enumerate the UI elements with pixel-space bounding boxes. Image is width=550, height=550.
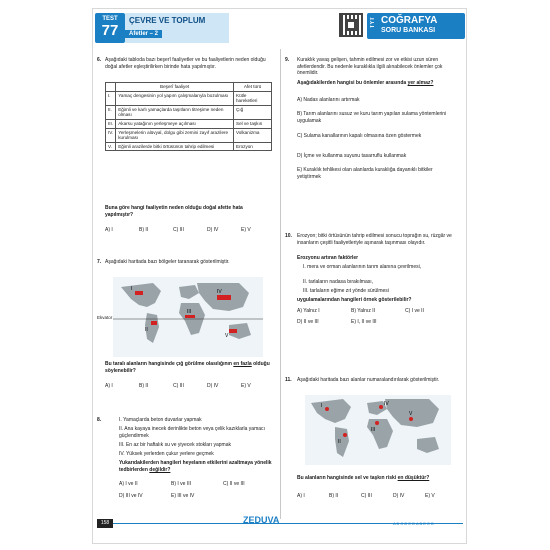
q8-option-c[interactable]: C) II ve III [223,481,245,487]
table-row [106,128,272,142]
q7-equator-label: Ekvator [97,315,113,320]
q10-option-b[interactable]: B) Yalnız II [351,308,375,314]
q11-label-v: V [409,411,413,417]
q8-item-2: II. Ana kayaya inecek derinlikte beton veya çelik kazıklarla yamacı güçlendirmek [119,426,265,439]
q6-option-a[interactable]: A) I [105,227,113,233]
q8-question-emphasis: değildir? [149,466,171,473]
q11-marker-ii [343,433,347,437]
q7-number: 7. [97,259,102,265]
row-number: I. [106,91,116,105]
row-activity: Eğimli ve karlı yamaçlarda taşıtların titreşime neden olması [116,105,234,119]
q11-question-emphasis: en düşüktür? [397,475,430,481]
q11-marker-iv [379,405,383,409]
q7-region-ii [151,321,157,325]
publisher-logo: ZEDUVA [243,515,280,525]
q11-marker-iii [375,421,379,425]
q7-region-i [135,291,143,295]
row-number: IV. [106,128,116,142]
table-row [106,105,272,119]
topic-subtitle: Afetler – 2 [125,30,162,38]
row-disaster: Volkanizma [234,128,272,142]
q10-item-1: I. mera ve orman alanlarının tarım alanına çevrilmesi, [303,264,422,270]
row-activity: Eğimli arazilerde bitki örtüsünün tahrip edilmesi [116,142,234,151]
q9-option-c[interactable]: C) Sulama kanallarının kapalı olmasına özen göstermek [297,133,422,139]
q9-stem: Kuraklık yavaş gelişen, tahmin edilmesi zor ve etkisi uzun süren afetlerdendir. Bu nedenle kuraklıkla ilgili alınabilecek önlemler çok önemlidir. [297,57,443,77]
q11-option-b[interactable]: B) II [329,493,339,499]
q6-option-b[interactable]: B) II [139,227,149,233]
q6-option-e[interactable]: E) V [241,227,251,233]
q10-subheading: Erozyonu artıran faktörler [297,255,359,261]
q11-option-d[interactable]: D) IV [393,493,405,499]
q11-number: 11. [285,377,292,383]
q7-region-iv [217,295,231,300]
q6-question: Buna göre hangi faaliyetin neden olduğu doğal afette hata yapılmıştır? [105,205,243,218]
q7-option-e[interactable]: E) V [241,383,251,389]
left-column [93,57,280,517]
q7-label-iv: IV [217,289,222,295]
q11-question [297,475,457,482]
brand-line-1: COĞRAFYA [381,15,438,26]
brand-banner [367,13,465,39]
q10-item-2: II. tarlaların nadasa bırakılması, [303,279,374,285]
q8-option-b[interactable]: B) I ve III [171,481,192,487]
q7-question-emphasis: en fazla [233,361,252,367]
q7-label-ii: II [145,327,148,333]
q7-option-c[interactable]: C) III [173,383,184,389]
q11-stem: Aşağıdaki haritada bazı alanlar numaralandırılarak gösterilmiştir. [297,377,440,383]
q11-option-a[interactable]: A) I [297,493,305,499]
row-disaster: Çığ [234,105,272,119]
q9-number: 9. [285,57,290,63]
q11-option-e[interactable]: E) V [425,493,435,499]
map-europe [179,285,199,299]
row-number: V. [106,142,116,151]
q9-option-d[interactable]: D) İçme ve kullanma suyunu tasarruflu kullanmak [297,153,407,159]
topic-box [125,13,229,43]
q7-region-v [229,329,237,333]
q10-number: 10. [285,233,292,239]
q6-number: 6. [97,57,102,63]
row-disaster: Kütle hareketleri [234,91,272,105]
q11-label-iii: III [371,427,376,433]
q8-item-3: III. En az bir haftalık su ve yiyecek stokları yapmak [119,442,231,448]
map-north-america [311,399,351,423]
row-activity: Yamaç dengesinin yol yapım çalışmalarıyla bozulması [116,91,234,105]
test-badge [95,13,125,43]
test-number: 77 [101,22,119,39]
q10-option-a[interactable]: A) Yalnız I [297,308,320,314]
row-number: II. [106,105,116,119]
q9-option-e[interactable]: E) Kuraklık tehlikesi olan alanlarda kuraklığa dayanıklı bitkiler yetiştirmek [297,167,433,180]
map-africa [367,419,393,449]
q8-option-a[interactable]: A) I ve II [119,481,138,487]
page-number: 158 [97,519,113,528]
q7-stem: Aşağıdaki haritada bazı bölgeler taranarak gösterilmiştir. [105,259,230,265]
q11-marker-i [325,407,329,411]
table-row [106,91,272,105]
table-row [106,119,272,128]
q10-item-3: III. tarlaların eğime zıt yönde sürülmesi [303,288,389,294]
q8-question [119,460,274,473]
q8-number: 8. [97,417,102,423]
topic-title: ÇEVRE VE TOPLUM [129,16,206,25]
q6-col-activity: Beşerî faaliyet [116,83,234,92]
map-australia [417,437,439,453]
q11-map-svg [305,395,451,465]
q6-option-d[interactable]: D) IV [207,227,219,233]
qr-code-icon[interactable] [339,13,363,37]
answer-key: A B C D E D A B E C D [393,521,434,526]
q6-option-c[interactable]: C) III [173,227,184,233]
right-column [281,57,468,517]
q7-question [105,361,270,374]
q9-question-part1: Aşağıdakilerden hangisi bu önlemler arasında [297,80,408,86]
book-page [92,8,467,544]
q7-option-a[interactable]: A) I [105,383,113,389]
q6-col-disaster: Afet türü [234,83,272,92]
q9-option-b[interactable]: B) Tarım alanlarını susuz ve kuru tarım yapılan sulama yöntemlerini uygulamak [297,111,447,124]
q7-label-v: V [225,333,229,339]
q10-question: uygulamalarından hangileri örnek gösterilebilir? [297,297,412,303]
q9-question [297,80,457,87]
q7-map-svg [113,277,263,357]
q9-question-emphasis: yer almaz? [407,80,434,86]
q6-table [105,82,272,151]
row-activity: Akarsu yatağının yerleşmeye açılması [116,119,234,128]
q8-option-e[interactable]: E) III ve IV [171,493,195,499]
q7-label-iii: III [187,309,192,315]
q11-question-part1: Bu alanların hangisinde sel ve taşkın riski [297,475,398,481]
q11-label-iv: IV [384,401,389,407]
q11-option-c[interactable]: C) III [361,493,372,499]
q7-label-i: I [131,286,133,292]
row-number: III. [106,119,116,128]
q11-label-i: I [321,403,323,409]
q7-question-part2: olduğu söylenebilir? [105,361,270,374]
q8-option-d[interactable]: D) III ve IV [119,493,143,499]
q11-label-ii: II [338,439,341,445]
q11-marker-v [409,417,413,421]
q10-option-d[interactable]: D) II ve III [297,319,319,325]
q7-option-b[interactable]: B) II [139,383,149,389]
q7-world-map [113,277,263,357]
table-row [106,142,272,151]
q8-item-1: I. Yamaçlarda beton duvarlar yapmak [119,417,202,423]
row-disaster: Erozyon [234,142,272,151]
brand-tag: TYT [370,17,376,29]
row-activity: Yerleşmelerin alüvyal, dolgu gibi zemini zayıf arazilere kurulması [116,128,234,142]
q10-option-e[interactable]: E) I, II ve III [351,319,377,325]
q11-world-map [305,395,451,465]
q6-stem: Aşağıdaki tabloda bazı beşerî faaliyetler ve bu faaliyetlerin neden olduğu doğal afetler eşleştirilirken birinde hata yapılmıştır. [105,57,266,70]
q8-question-part1: Yukarıdakilerden hangileri heyelanın etkilerini azaltmaya yönelik tedbirlerden [119,460,272,473]
row-disaster: Sel ve taşkın [234,119,272,128]
q8-item-4: IV. Yüksek yerlerden çukur yerlere geçmek [119,451,214,457]
q9-option-a[interactable]: A) Nadas alanlarını artırmak [297,97,360,103]
q7-option-d[interactable]: D) IV [207,383,219,389]
q10-option-c[interactable]: C) I ve II [405,308,424,314]
test-label: TEST [102,16,118,22]
q7-region-iii [185,315,195,318]
q10-stem: Erozyon; bitki örtüsünün tahrip edilmesi sonucu toprağın su, rüzgâr ve insanların çeşitli faaliyetleriyle aşınarak taşınması olayıdır. [297,233,452,246]
brand-line-2: SORU BANKASI [381,27,436,34]
q7-question-part1: Bu taralı alanların hangisinde çığ görülme olasılığının [105,361,234,367]
